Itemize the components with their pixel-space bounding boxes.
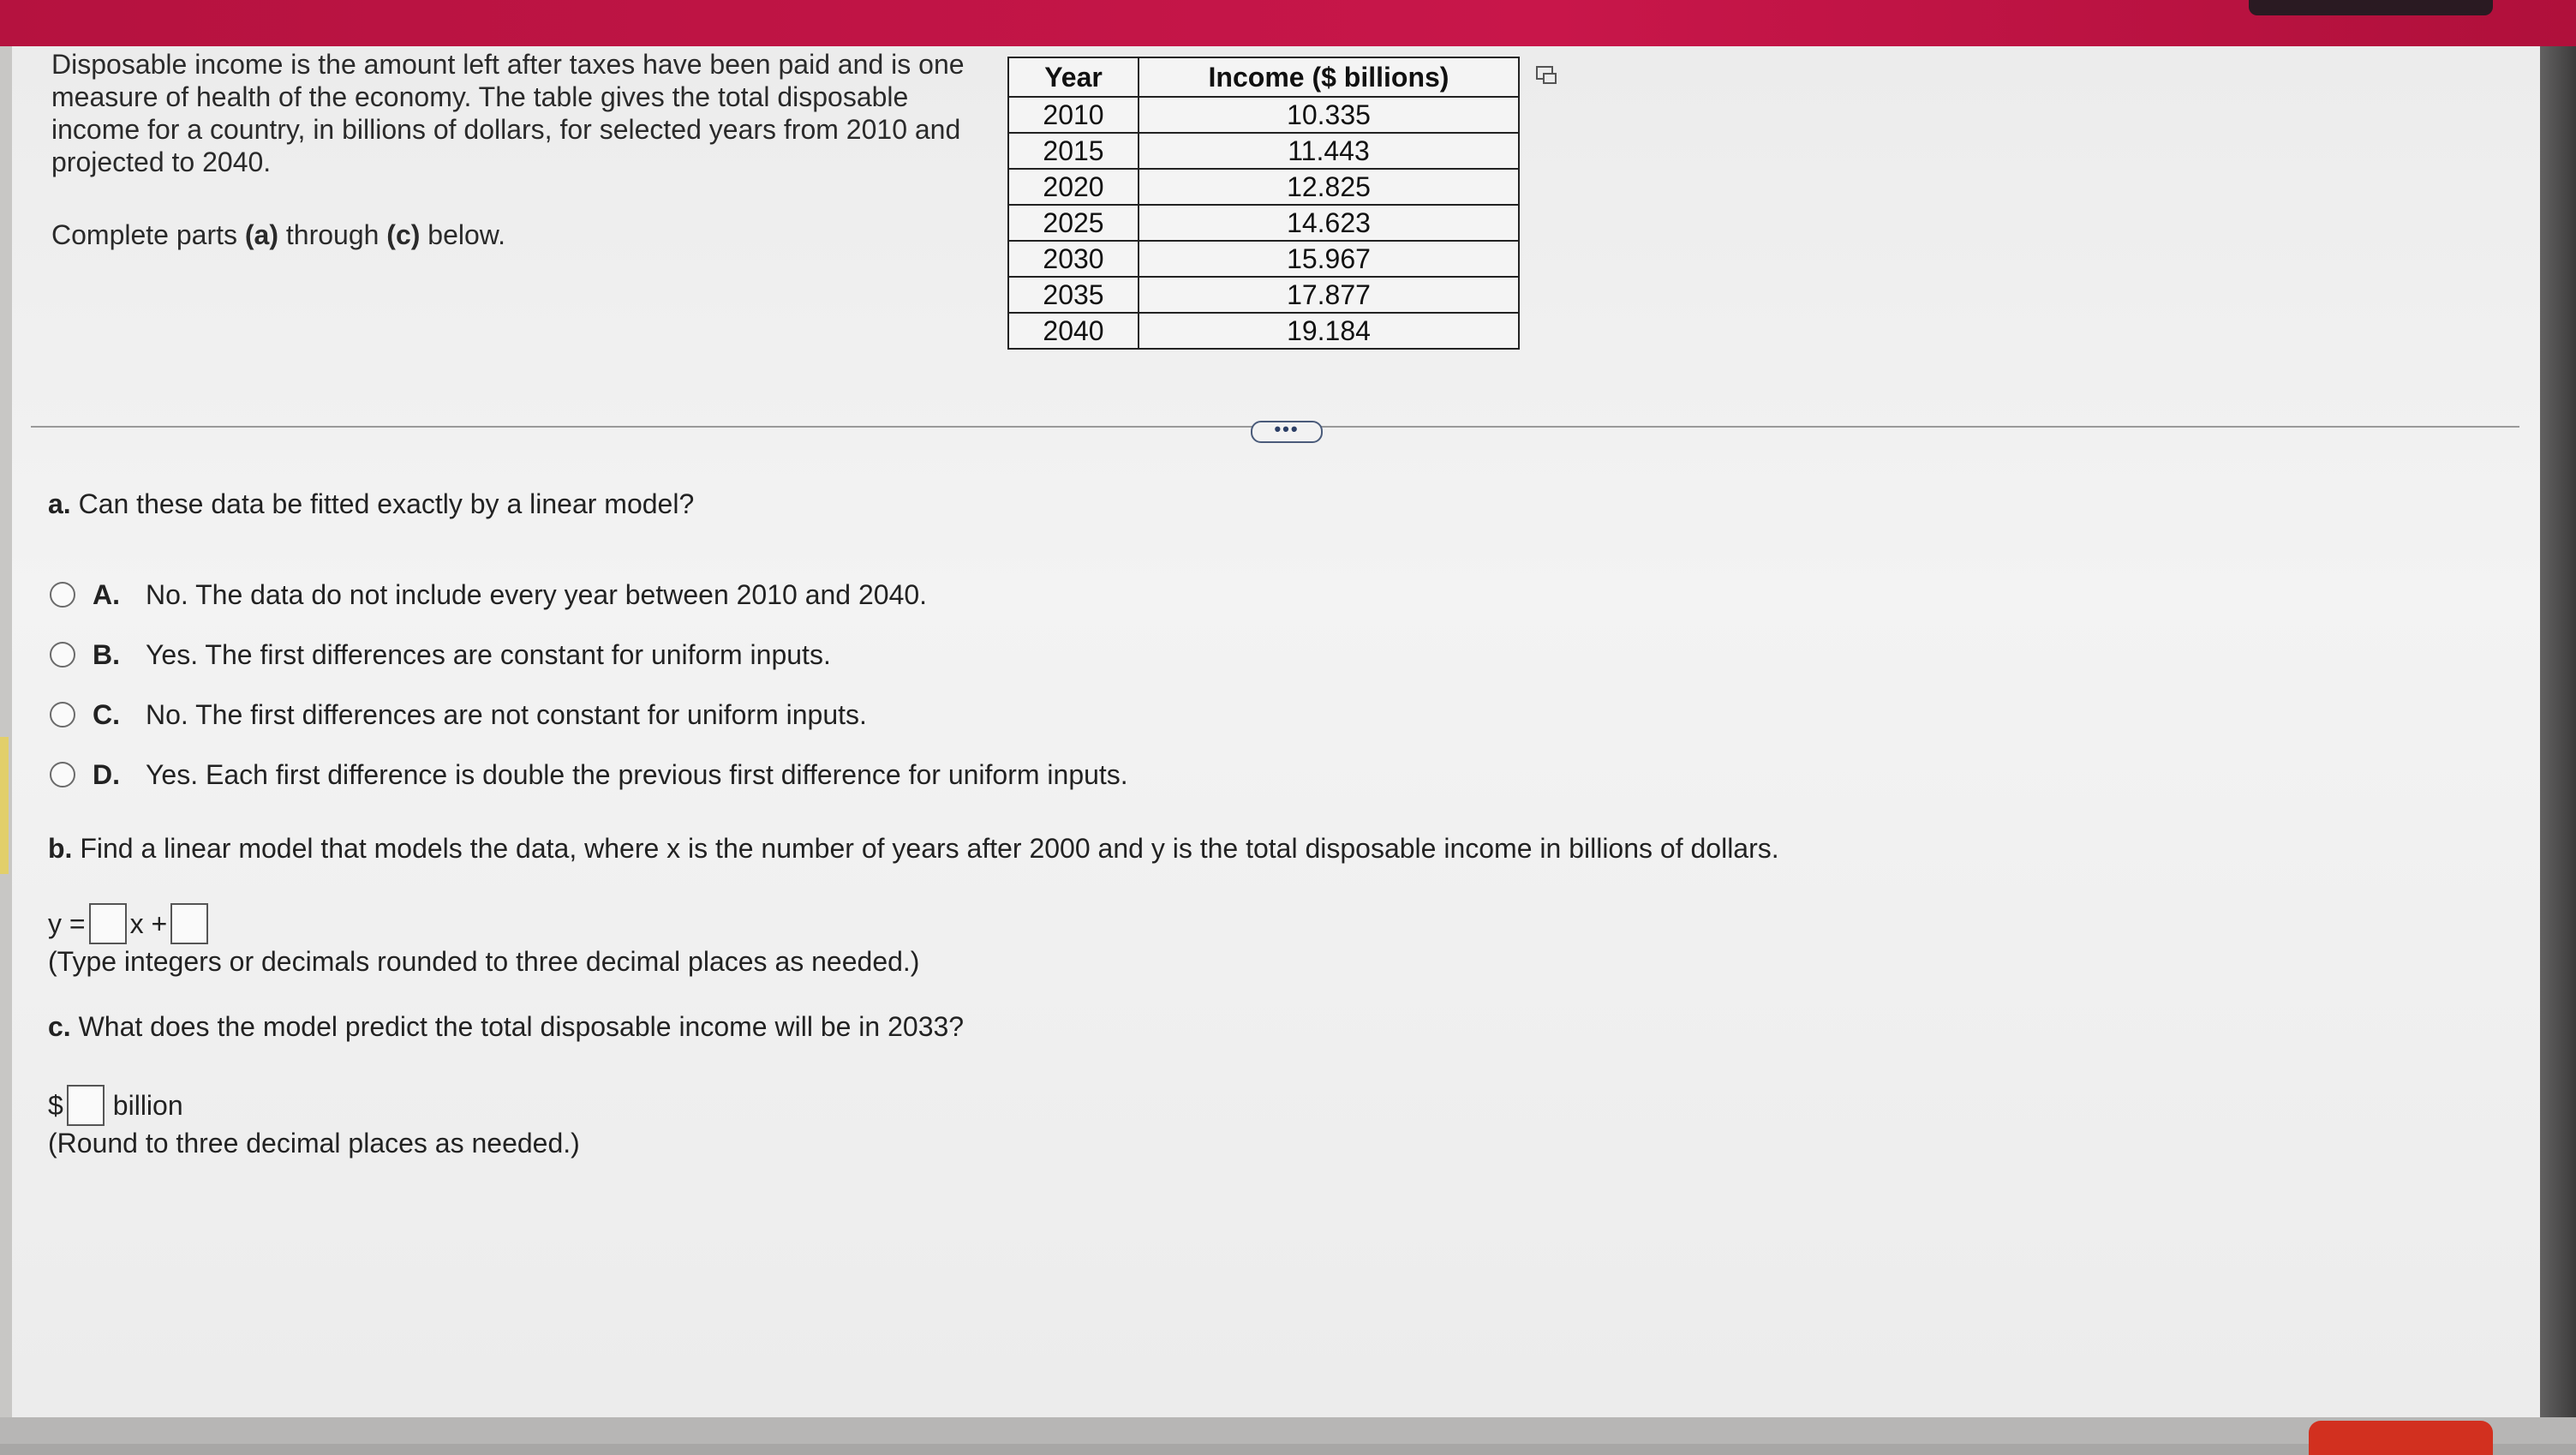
option-text: No. The data do not include every year between 2010 and 2040.: [146, 578, 928, 610]
cell-income: 17.877: [1139, 277, 1519, 313]
eq-y-label: y =: [48, 907, 86, 939]
option-letter: D.: [93, 758, 120, 790]
header-income: Income ($ billions): [1139, 57, 1519, 97]
cell-income: 11.443: [1139, 133, 1519, 169]
cell-income: 12.825: [1139, 169, 1519, 205]
cell-year: 2040: [1008, 313, 1139, 349]
option-b[interactable]: [50, 636, 831, 674]
option-a[interactable]: [50, 576, 927, 614]
table-row: [1008, 313, 1519, 349]
table-header-row: [1008, 57, 1519, 97]
radio-button[interactable]: [50, 582, 75, 608]
dollar-sign: $: [48, 1089, 63, 1121]
part-c-hint: (Round to three decimal places as needed.): [48, 1128, 580, 1159]
table-row: [1008, 97, 1519, 133]
table-row: [1008, 133, 1519, 169]
cell-year: 2015: [1008, 133, 1139, 169]
cell-income: 10.335: [1139, 97, 1519, 133]
cell-year: 2010: [1008, 97, 1139, 133]
slope-input[interactable]: [89, 903, 127, 944]
intercept-input[interactable]: [170, 903, 208, 944]
part-c-answer: [48, 1085, 183, 1126]
option-text: No. The first differences are not constant for uniform inputs.: [146, 698, 867, 730]
next-button[interactable]: [2309, 1421, 2493, 1455]
option-text: Yes. The first differences are constant for uniform inputs.: [146, 638, 831, 670]
part-b-hint: (Type integers or decimals rounded to three decimal places as needed.): [48, 946, 920, 977]
cell-income: 14.623: [1139, 205, 1519, 241]
option-d[interactable]: [50, 756, 1128, 793]
radio-button[interactable]: [50, 762, 75, 787]
bottom-band: [0, 1417, 2576, 1444]
cell-year: 2025: [1008, 205, 1139, 241]
cell-year: 2035: [1008, 277, 1139, 313]
option-letter: B.: [93, 638, 120, 670]
option-c[interactable]: [50, 696, 867, 733]
linear-model-equation: [48, 903, 212, 944]
complete-instruction: Complete parts (a) through (c) below.: [51, 219, 506, 250]
option-letter: C.: [93, 698, 120, 730]
radio-button[interactable]: [50, 642, 75, 668]
income-input[interactable]: [67, 1085, 105, 1126]
eq-x-label: x +: [129, 907, 168, 939]
expand-more-button[interactable]: •••: [1251, 421, 1323, 443]
left-strip: [0, 46, 12, 1417]
copy-icon[interactable]: [1535, 65, 1559, 86]
cell-year: 2030: [1008, 241, 1139, 277]
table-row: [1008, 277, 1519, 313]
top-bar: [0, 0, 2576, 46]
cell-income: 15.967: [1139, 241, 1519, 277]
option-letter: A.: [93, 578, 120, 610]
table-row: [1008, 241, 1519, 277]
cell-income: 19.184: [1139, 313, 1519, 349]
table-row: [1008, 205, 1519, 241]
side-marker: [0, 737, 9, 874]
unit-label: billion: [112, 1089, 183, 1121]
radio-button[interactable]: [50, 702, 75, 728]
option-text: Yes. Each first difference is double the previous first difference for uniform inputs.: [146, 758, 1128, 790]
part-b-question: b. Find a linear model that models the data, where x is the number of years after 2000 and y is the total disposable income in billions of dollars.: [48, 833, 1779, 864]
problem-intro: Disposable income is the amount left after taxes have been paid and is one measure of health of the economy. The table gives the total disposable income for a country, in billions of dollars, for selected years from 2010 and projected to 2040.: [51, 49, 965, 177]
header-year: Year: [1008, 57, 1139, 97]
top-tab: [2249, 0, 2493, 15]
table-row: [1008, 169, 1519, 205]
cell-year: 2020: [1008, 169, 1139, 205]
part-c-question: c. What does the model predict the total disposable income will be in 2033?: [48, 1011, 965, 1042]
part-a-question: a. Can these data be fitted exactly by a linear model?: [48, 488, 695, 519]
data-table: [1007, 57, 1520, 350]
